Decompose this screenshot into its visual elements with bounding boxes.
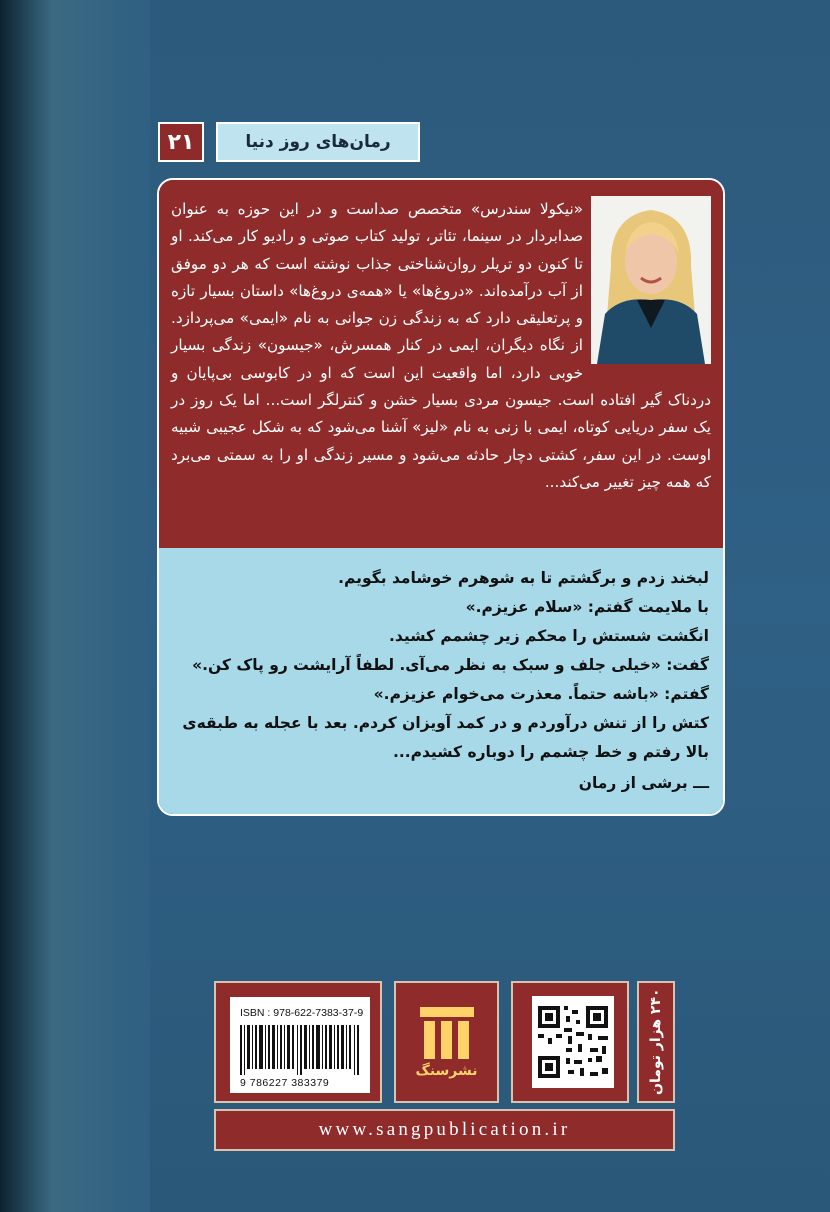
bio-panel xyxy=(159,180,723,548)
excerpt-line: انگشت شستش را محکم زیر چشمم کشید. xyxy=(389,627,709,645)
description-card xyxy=(157,178,725,816)
publisher-name: نشرسنگ xyxy=(415,1063,478,1079)
isbn-number: ISBN : 978-622-7383-37-9 xyxy=(240,1007,364,1019)
price-label: ۲۴۰ هزار تومان xyxy=(648,988,664,1096)
barcode-icon xyxy=(238,1025,362,1075)
isbn-label xyxy=(230,997,370,1093)
excerpt-line: گفت: «خیلی جلف و سبک به نظر می‌آی. لطفاً آرایشت رو پاک کن.» xyxy=(192,656,709,674)
publisher-logo-icon xyxy=(420,1007,474,1059)
series-title: رمان‌های روز دنیا xyxy=(216,122,420,162)
author-bio-text: «نیکولا سندرس» متخصص صداست و در این حوزه به عنوان صدابردار در سینما، تئاتر، تولید کتاب صوتی و رادیو کار می‌کند. او تا کنون دو تریلر روان‌شناختی جذاب نوشته است که هر دو موفق از آب درآمده‌اند. «دروغ‌ها» یا «همه‌ی دروغ‌ها» داستان بسیار تازه و پرتعلیقی دارد که به زندگی زن جوانی به نام «ایمی» می‌پردازد. از نگاه دیگران، ایمی در کنار همسرش، «جیسون» زندگی بسیار خوبی دارد، اما واقعیت این است که او در کابوسی بی‌پایان و دردناک گیر افتاده است. جیسون مردی بسیار خشن و کنترلگر است... اما یک روز در یک سفر دریایی کوتاه، ایمی با زنی به نام «لیز» آشنا می‌شود که به شکل عجیبی شبیه اوست. در این سفر، کشتی دچار حادثه می‌شود و مسیر زندگی او را به سمتی می‌برد که همه چیز تغییر می‌کند... xyxy=(171,200,711,491)
excerpt-line: کتش را از تنش درآوردم و در کمد آویزان کردم. بعد با عجله به طبقه‌ی بالا رفتم و خط چشمم را دوباره کشیدم... xyxy=(182,714,709,761)
qr-box xyxy=(511,981,629,1103)
sea-photo-edge xyxy=(0,0,150,1212)
publisher-box xyxy=(394,981,499,1103)
series-number: ۲۱ xyxy=(158,122,204,162)
excerpt-line: گفتم: «باشه حتماً. معذرت می‌خوام عزیزم.» xyxy=(373,685,709,703)
author-bio xyxy=(171,196,711,541)
novel-excerpt xyxy=(171,564,709,798)
isbn-box xyxy=(214,981,382,1103)
qr-code-icon xyxy=(532,996,614,1088)
publisher-website: www.sangpublication.ir xyxy=(214,1109,675,1151)
excerpt-signature: ـــ برشی از رمان xyxy=(578,774,709,792)
price-box xyxy=(637,981,675,1103)
barcode-digits: 9 786227 383379 xyxy=(240,1077,330,1089)
qr-code xyxy=(532,996,614,1088)
excerpt-line: لبخند زدم و برگشتم تا به شوهرم خوشامد بگویم. xyxy=(338,569,709,587)
excerpt-line: با ملایمت گفتم: «سلام عزیزم.» xyxy=(465,598,709,616)
